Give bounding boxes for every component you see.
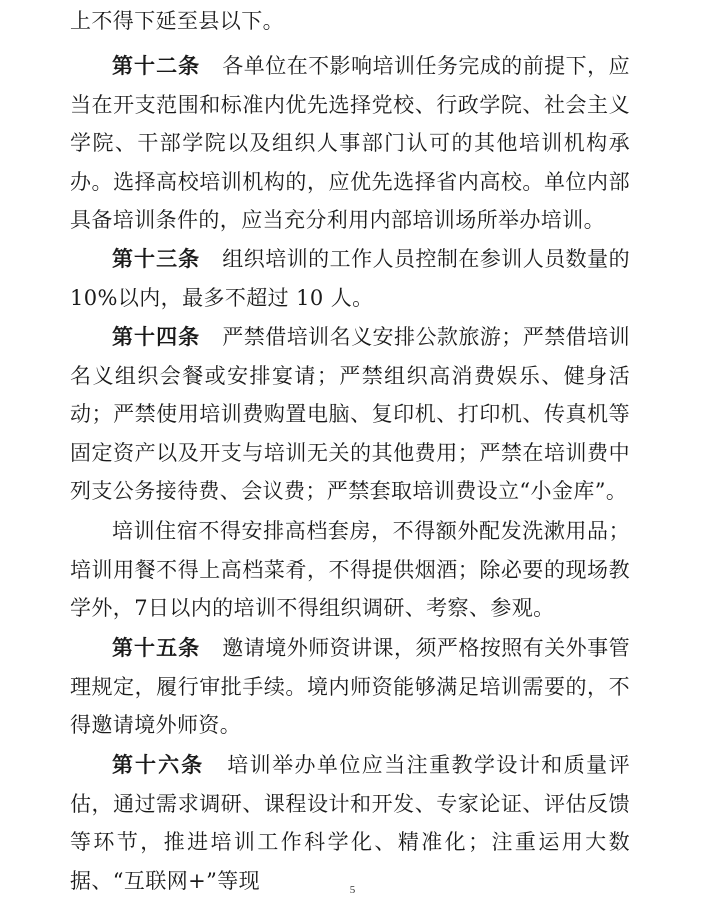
article-heading: 第十二条 <box>112 54 201 78</box>
article-heading: 第十四条 <box>112 325 201 349</box>
paragraph-accommodation <box>70 512 630 628</box>
paragraph-text: 邀请境外师资讲课，须严格按照有关外事管理规定，履行审批手续。境内师资能够满足培训需要的，不得邀请境外师资。 <box>70 636 630 738</box>
paragraph-text: 培训举办单位应当注重教学设计和质量评估，通过需求调研、课程设计和开发、专家论证、评估反馈等环节，推进培训工作科学化、精准化；注重运用大数据、“互联网+”等现 <box>70 753 631 893</box>
paragraph-text: 培训住宿不得安排高档套房，不得额外配发洗漱用品；培训用餐不得上高档菜肴，不得提供烟酒；除必要的现场教学外，7日以内的培训不得组织调研、考察、参观。 <box>70 519 630 621</box>
article-14 <box>70 318 630 511</box>
paragraph-continuation <box>70 2 630 41</box>
article-13 <box>70 240 630 317</box>
article-15 <box>70 629 630 745</box>
paragraph-text: 各单位在不影响培训任务完成的前提下，应当在开支范围和标准内优先选择党校、行政学院、社会主义学院、干部学院以及组织人事部门认可的其他培训机构承办。选择高校培训机构的，应优先选择省内高校。单位内部具备培训条件的，应当充分利用内部培训场所举办培训。 <box>70 54 630 233</box>
page-number: 5 <box>349 884 356 896</box>
article-heading: 第十六条 <box>112 753 205 777</box>
paragraph-text: 严禁借培训名义安排公款旅游；严禁借培训名义组织会餐或安排宴请；严禁组织高消费娱乐、健身活动；严禁使用培训费购置电脑、复印机、打印机、传真机等固定资产以及开支与培训无关的其他费用；严禁在培训费中列支公务接待费、会议费；严禁套取培训费设立“小金库”。 <box>70 325 630 504</box>
paragraph-text: 组织培训的工作人员控制在参训人员数量的10%以内，最多不超过 10 人。 <box>70 247 630 310</box>
article-12 <box>70 47 630 240</box>
article-16 <box>70 746 630 900</box>
article-heading: 第十三条 <box>112 247 201 271</box>
paragraph-text: 上不得下延至县以下。 <box>70 9 284 33</box>
article-heading: 第十五条 <box>112 636 201 660</box>
